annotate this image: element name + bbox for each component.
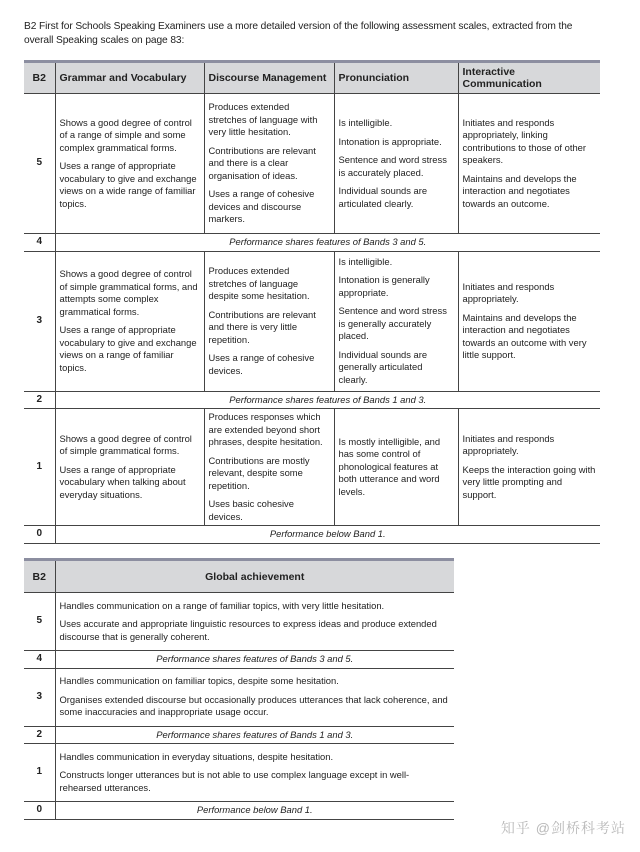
band-number: 2	[24, 391, 55, 409]
descriptor: Contributions are mostly relevant, despite some repetition.	[208, 454, 310, 491]
descriptor: Shows a good degree of control of simple grammatical forms.	[59, 432, 192, 457]
band-2-row	[24, 726, 454, 744]
grammar-cell	[55, 251, 204, 391]
descriptor: Contributions are relevant and there is very little repetition.	[208, 308, 316, 345]
descriptor: Individual sounds are generally articulated clearly.	[338, 348, 428, 385]
descriptor: Sentence and word stress is accurately placed.	[338, 154, 447, 178]
band-number: 0	[24, 526, 55, 544]
descriptor: Is mostly intelligible, and has some control of phonological features at both utterance and word levels.	[338, 435, 441, 497]
band-header: B2	[24, 560, 55, 593]
descriptor: Initiates and responds appropriately.	[462, 432, 555, 457]
descriptor: Produces extended stretches of language despite some hesitation.	[208, 265, 310, 301]
discourse-cell	[204, 409, 334, 526]
descriptor: Uses a range of appropriate vocabulary when talking about everyday situations.	[59, 463, 186, 500]
discourse-cell	[204, 251, 334, 391]
band-2-row	[24, 391, 600, 409]
band-5-row	[24, 593, 454, 651]
band-number: 4	[24, 234, 55, 252]
descriptor: Is intelligible.	[338, 117, 393, 128]
descriptor: Individual sounds are articulated clearly.	[338, 185, 428, 209]
descriptor: Initiates and responds appropriately.	[462, 280, 555, 304]
descriptor: Sentence and word stress is generally accurately placed.	[338, 305, 447, 342]
performance-note: Performance below Band 1.	[55, 526, 600, 544]
performance-note: Performance shares features of Bands 3 and 5.	[55, 234, 600, 252]
band-1-row	[24, 409, 600, 526]
pronunciation-cell	[334, 94, 458, 234]
interactive-communication-header: Interactive Communication	[458, 62, 600, 94]
band-number: 3	[24, 668, 55, 726]
table-header-row	[24, 560, 454, 593]
descriptor: Initiates and responds appropriately, linking contributions to those of other speakers.	[462, 116, 587, 166]
band-number: 1	[24, 409, 55, 526]
descriptor: Contributions are relevant and there is a clear organisation of ideas.	[208, 144, 316, 181]
band-number: 5	[24, 593, 55, 651]
global-achievement-header: Global achievement	[55, 560, 454, 593]
discourse-management-header: Discourse Management	[204, 62, 334, 94]
grammar-cell	[55, 94, 204, 234]
descriptor: Uses a range of appropriate vocabulary to give and exchange views on a range of familiar topics.	[59, 324, 197, 373]
band-number: 4	[24, 651, 55, 669]
pronunciation-cell	[334, 251, 458, 391]
descriptor: Constructs longer utterances but is not able to use complex language except in well-rehearsed utterances.	[59, 769, 410, 793]
performance-note: Performance shares features of Bands 1 and 3.	[55, 726, 454, 744]
pronunciation-cell	[334, 409, 458, 526]
band-3-row	[24, 668, 454, 726]
performance-note: Performance shares features of Bands 3 and 5.	[55, 651, 454, 669]
analytic-scales-table	[24, 60, 600, 544]
watermark: 知乎 @剑桥科考站	[500, 820, 626, 836]
descriptor: Maintains and develops the interaction and negotiates towards an outcome with very little support.	[462, 311, 587, 360]
descriptor: Handles communication on a range of familiar topics, with very little hesitation.	[59, 599, 385, 611]
global-achievement-table	[24, 558, 454, 820]
descriptor: Uses accurate and appropriate linguistic resources to express ideas and produce extended discourse that is generally coherent.	[59, 618, 437, 642]
descriptor: Shows a good degree of control of a range of simple and some complex grammatical forms.	[59, 116, 192, 153]
global-cell	[55, 668, 454, 726]
interactive-cell	[458, 251, 600, 391]
band-0-row	[24, 526, 600, 544]
descriptor: Keeps the interaction going with very little prompting and support.	[462, 463, 596, 500]
band-header: B2	[24, 62, 55, 94]
descriptor: Intonation is appropriate.	[338, 135, 442, 147]
interactive-cell	[458, 94, 600, 234]
band-4-row	[24, 651, 454, 669]
grammar-vocabulary-header: Grammar and Vocabulary	[55, 62, 204, 94]
descriptor: Uses a range of appropriate vocabulary to give and exchange views on a wide range of familiar topics.	[59, 160, 197, 209]
descriptor: Handles communication in everyday situations, despite hesitation.	[59, 750, 334, 762]
global-cell	[55, 593, 454, 651]
descriptor: Is intelligible.	[338, 255, 393, 267]
band-number: 1	[24, 744, 55, 802]
band-number: 3	[24, 251, 55, 391]
descriptor: Maintains and develops the interaction and negotiates towards an outcome.	[462, 172, 577, 209]
grammar-cell	[55, 409, 204, 526]
descriptor: Uses basic cohesive devices.	[208, 498, 294, 522]
descriptor: Produces responses which are extended beyond short phrases, despite hesitation.	[208, 411, 323, 447]
performance-note: Performance shares features of Bands 1 and 3.	[55, 391, 600, 409]
descriptor: Uses a range of cohesive devices.	[208, 352, 315, 376]
table-header-row	[24, 62, 600, 94]
band-number: 2	[24, 726, 55, 744]
band-0-row	[24, 802, 454, 820]
pronunciation-header: Pronunciation	[334, 62, 458, 94]
band-1-row	[24, 744, 454, 802]
intro-text: B2 First for Schools Speaking Examiners use a more detailed version of the following assessment scales, extracted from the overall Speaking scales on page 83:	[24, 21, 573, 46]
descriptor: Uses a range of cohesive devices and discourse markers.	[208, 188, 315, 225]
global-cell	[55, 744, 454, 802]
descriptor: Handles communication on familiar topics, despite some hesitation.	[59, 675, 339, 687]
discourse-cell	[204, 94, 334, 234]
descriptor: Intonation is generally appropriate.	[338, 274, 430, 298]
band-number: 0	[24, 802, 55, 820]
band-number: 5	[24, 94, 55, 234]
descriptor: Shows a good degree of control of simple grammatical forms, and attempts some complex grammatical forms.	[59, 268, 198, 317]
band-5-row	[24, 94, 600, 234]
band-4-row	[24, 234, 600, 252]
descriptor: Organises extended discourse but occasionally produces utterances that lack coherence, and some inaccuracies and inappropriate usage occur.	[59, 693, 448, 718]
descriptor: Produces extended stretches of language with very little hesitation.	[208, 101, 318, 138]
band-3-row	[24, 251, 600, 391]
performance-note: Performance below Band 1.	[55, 802, 454, 820]
interactive-cell	[458, 409, 600, 526]
